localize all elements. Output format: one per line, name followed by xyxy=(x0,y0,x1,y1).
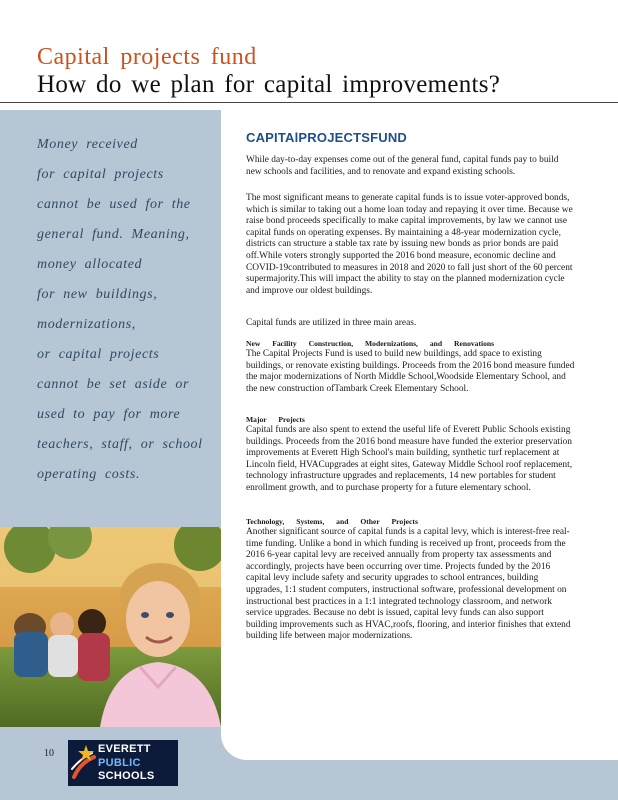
students-photo-illustration xyxy=(0,527,221,727)
students-photo xyxy=(0,527,221,727)
quote-line: cannot be set aside or xyxy=(37,377,190,392)
quote-line: money allocated xyxy=(37,257,143,272)
area-construction xyxy=(246,338,576,395)
quote-line: Money received xyxy=(37,137,138,152)
quote-line: for new buildings, xyxy=(37,287,158,302)
area-construction-heading: New Facility Construction, Modernizations, and Renovations xyxy=(246,339,495,348)
quote-line: modernizations, xyxy=(37,317,136,332)
section-kicker: Capital projects fund xyxy=(37,44,257,70)
page-title: How do we plan for capital improvements? xyxy=(37,71,501,98)
area-major-projects-heading: Major Projects xyxy=(246,415,305,424)
section-heading: CAPITAlPROJECTSFUND xyxy=(246,130,408,145)
quote-line: cannot be used for the xyxy=(37,197,191,212)
area-technology-heading: Technology, Systems, and Other Projects xyxy=(246,517,418,526)
area-technology-text: Another significant source of capital funds is a capital levy, which is interest-free real-time funding. Unlike a bond in which funding is received up front, proceeds from the 2016 6-year capital levy are received annually from property tax assessments and accordingly, projects have been occurring over time. Projects funded by the 2016 capital levy include safety and security upgrades to school entrances, building upgrades, 1:1 student computers, instructional software, professional development on instructional best practices in a 1:1 integrated technology classroom, and network service upgrades. Because no debt is issued, capital levy funds can also support building improvements such as HVAC,roofs, flooring, and interior finishes that extend building life between major modernizations. xyxy=(246,527,571,642)
logo-line: EVERETT xyxy=(98,743,151,755)
quote-line: or capital projects xyxy=(37,347,160,362)
area-technology xyxy=(246,516,576,643)
area-major-projects xyxy=(246,414,576,495)
quote-line: used to pay for more xyxy=(37,407,181,422)
quote-line: teachers, staff, or school xyxy=(37,437,203,452)
intro-paragraph: While day-to-day expenses come out of the general fund, capital funds pay to build new schools and facilities, and to renovate and expand existing schools. xyxy=(246,155,559,177)
header-divider xyxy=(0,102,618,103)
area-major-projects-text: Capital funds are also spent to extend the useful life of Everett Public Schools existing buildings. Proceeds from the 2016 bond measure have funded the exterior preservation improvements at Everett High School's main building, synthetic turf replacement at Lincoln field, HVACupgrades at eight sites, Gateway Middle School roof replacement, technology infrastructure upgrades and replacements, 14 new portables for student enrollment growth, and to purchase property for a future elementary school. xyxy=(246,425,573,493)
quote-line: for capital projects xyxy=(37,167,164,182)
area-construction-text: The Capital Projects Fund is used to build new buildings, add space to existing buildings, or renovate existing buildings. Proceeds from the 2016 bond measure funded the major modernizations of North Middle School,Woodside Elementary School, and the new construction ofTambark Creek Elementary School. xyxy=(246,349,575,394)
areas-intro: Capital funds are utilized in three main areas. xyxy=(246,318,417,328)
quote-line: operating costs. xyxy=(37,467,141,482)
quote-line: general fund. Meaning, xyxy=(37,227,190,242)
bond-paragraph: The most significant means to generate capital funds is to issue voter-approved bonds, which is similar to taking out a home loan today and repaying it over time. Because we raise bond proceeds specifically to make capital improvements, by law we cannot use capital funds on operating expenses. By maintaining a 48-year modernization cycle, districts can structure a stable tax rate by issuing new bonds as prior bonds are paid off.While voters strongly supported the 2016 bond measure, economic decline and COVID-19contributed to measures in 2018 and 2020 to fall just short of the 60 percent supermajority.This will impact the ability to stay on the planned modernization cycle and improve our oldest buildings. xyxy=(246,193,573,296)
sidebar-quote xyxy=(37,130,217,490)
district-logo xyxy=(68,740,178,786)
page-number: 10 xyxy=(44,748,54,759)
star-swoosh-icon xyxy=(70,743,96,783)
logo-line: SCHOOLS xyxy=(98,770,155,782)
logo-line: PUBLIC xyxy=(98,757,141,769)
